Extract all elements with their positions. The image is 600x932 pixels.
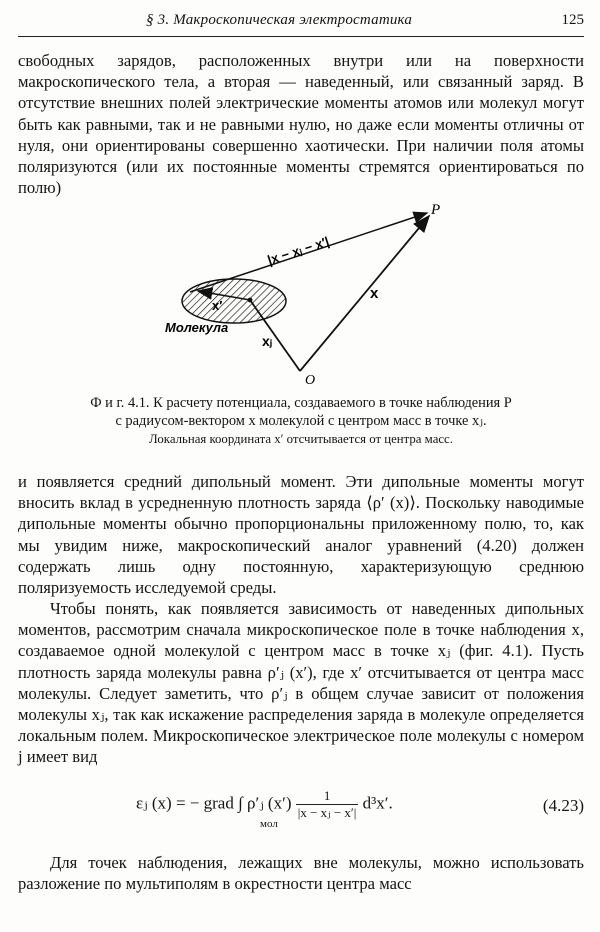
equation-body <box>136 788 393 821</box>
paragraph-1: свободных зарядов, расположенных внутри или на поверхности макроскопического тела, а вторая — наведенный, или связанный заряд. В отсутствие внешних полей электрические моменты атомов или молекул могут быть как равными, так и не равными нулю, но даже если моменты отличны от нуля, они ориентированы совершенно хаотически. При наличии поля атомы поляризуются (или их постоянные моменты стремятся ориентироваться по полю) <box>18 51 584 198</box>
page-number: 125 <box>561 12 584 28</box>
paragraph-4: Для точек наблюдения, лежащих вне молекулы, можно использовать разложение по мультиполям в окрестности центра масс <box>18 853 584 894</box>
fraction-numerator: 1 <box>296 788 359 805</box>
paragraph-2: и появляется средний дипольный момент. Эти дипольные моменты могут вносить вклад в усредненную плотность заряда ⟨ρ′ (x)⟩. Поскольку наводимые дипольные моменты обычно пропорциональны приложенному полю, то, как мы увидим ниже, макроскопический аналог уравнений (4.20) должен содержать лишь одну постоянную, характеризующую среднюю поляризуемость исследуемой среды. <box>18 472 584 598</box>
label-xprime: x′ <box>212 298 223 313</box>
figure-diagram <box>150 200 450 390</box>
caption-line-1: Ф и г. 4.1. К расчету потенциала, создаваемого в точке наблюдения P <box>90 395 512 411</box>
section-title: § 3. Макроскопическая электростатика <box>146 12 413 28</box>
paragraph-3: Чтобы понять, как появляется зависимость от наведенных дипольных моментов, рассмотрим сначала микроскопическое поле в точке наблюдения x, создаваемое одной молекулой с центром масс в точке xⱼ (фиг. 4.1). Пусть плотность заряда молекулы равна ρ′ⱼ (x′), где x′ отсчитывается от центра масс молекулы. Следует заметить, что ρ′ⱼ в общем случае зависит от положения молекулы xⱼ, так как искажение распределения заряда в молекуле определяется локальным полем. Микроскопическое электрическое поле молекулы с номером j имеет вид <box>18 599 584 767</box>
equation-fraction <box>296 788 359 821</box>
equation-number: (4.23) <box>542 796 584 815</box>
label-O: O <box>305 373 316 388</box>
header-rule <box>18 36 584 37</box>
label-xj: xⱼ <box>262 333 273 349</box>
label-diff: |x − xⱼ − x′| <box>265 233 332 268</box>
integral-limit: мол <box>260 818 278 830</box>
running-header <box>18 10 584 32</box>
caption-line-3: Локальная координата x′ отсчитывается от центра масс. <box>149 432 453 446</box>
label-P: P <box>431 202 441 218</box>
equation-lhs: εⱼ (x) = − grad ∫ ρ′ⱼ (x′) <box>136 793 292 813</box>
figure-caption <box>18 394 584 448</box>
equation-4-23 <box>18 782 584 832</box>
fraction-denominator: |x − xⱼ − x′| <box>297 805 357 820</box>
molecule-ellipse <box>182 279 286 323</box>
label-molecule: Молекула <box>165 320 229 335</box>
center-of-mass-dot <box>248 298 253 303</box>
equation-tail: d³x′. <box>362 793 393 813</box>
label-x: x <box>370 285 379 302</box>
caption-line-2: с радиусом-вектором x молекулой с центром масс в точке xⱼ. <box>115 413 487 429</box>
figure-4-1 <box>150 200 450 390</box>
